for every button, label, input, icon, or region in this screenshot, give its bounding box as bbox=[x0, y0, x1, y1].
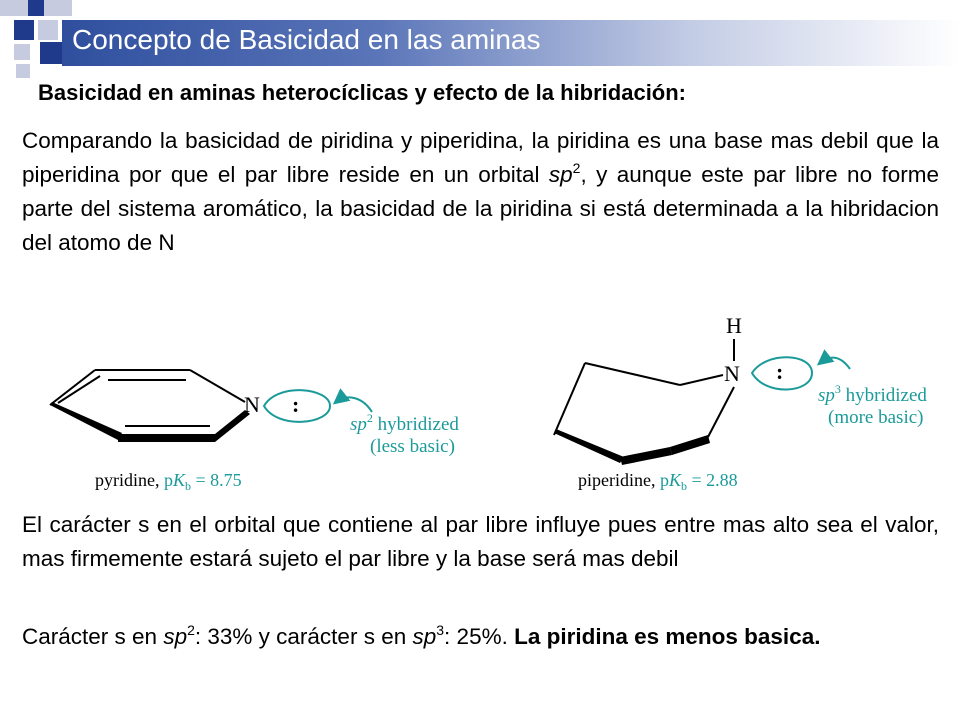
piperidine-n-atom: N bbox=[724, 361, 740, 386]
piperidine-lone-pair: : bbox=[776, 359, 784, 384]
pyridine-caption-sub: b bbox=[185, 479, 192, 493]
piperidine-annotation-sup: 3 bbox=[834, 382, 841, 396]
piperidine-caption-value: = 2.88 bbox=[687, 470, 738, 490]
pyridine-arrow-icon bbox=[336, 397, 372, 412]
para3-sp-a: sp bbox=[163, 624, 188, 649]
piperidine-annotation-rest: hybridized bbox=[840, 385, 927, 406]
piperidine-annotation-line2: (more basic) bbox=[828, 407, 924, 428]
pyridine-annotation-line1 bbox=[350, 411, 459, 435]
decor-square-light-4 bbox=[14, 44, 30, 60]
para3-conclusion: La piridina es menos basica. bbox=[514, 624, 821, 649]
pyridine-caption-value: = 8.75 bbox=[191, 470, 242, 490]
decor-square-light-1 bbox=[0, 0, 28, 16]
piperidine-caption-sub: b bbox=[681, 479, 687, 493]
decor-square-dark-1 bbox=[28, 0, 44, 16]
piperidine-caption bbox=[578, 470, 738, 493]
pyridine-ring bbox=[50, 370, 245, 405]
piperidine-figure bbox=[540, 305, 950, 495]
pyridine-annotation-sup: 2 bbox=[366, 411, 373, 425]
para1-text-a: Comparando la basicidad de piridina y piperidina, la piridina es una base mas debil que la piperidina por que el par libre reside en un orbital bbox=[22, 128, 939, 187]
pyridine-caption bbox=[95, 470, 242, 493]
piperidine-ring bbox=[554, 363, 734, 437]
page-title: Concepto de Basicidad en las aminas bbox=[72, 24, 541, 55]
decor-square-dark-2 bbox=[14, 20, 34, 40]
piperidine-annotation-sp: sp bbox=[818, 385, 835, 406]
pyridine-front-edge-left bbox=[50, 402, 122, 440]
para3-text-1: Carácter s en bbox=[22, 624, 164, 649]
piperidine-arrow-icon bbox=[820, 358, 850, 369]
para1-sp: sp bbox=[548, 162, 573, 187]
decor-square-light-5 bbox=[16, 64, 30, 78]
pyridine-figure bbox=[40, 330, 490, 495]
para3-sup-a: 2 bbox=[187, 622, 195, 638]
para3-text-3: : 25%. bbox=[444, 624, 515, 649]
paragraph-s-character: El carácter s en el orbital que contiene al par libre influye pues entre mas alto sea el valor, mas firmemente estará sujeto el par libre y la base será mas debil bbox=[22, 512, 939, 571]
piperidine-front-edge-right bbox=[670, 435, 710, 455]
pyridine-annotation-line2: (less basic) bbox=[370, 436, 455, 457]
paragraph-conclusion bbox=[22, 620, 939, 654]
decor-square-dark-3 bbox=[40, 42, 62, 64]
section-subtitle: Basicidad en aminas heterocíclicas y efecto de la hibridación: bbox=[38, 80, 687, 105]
decor-square-light-2 bbox=[44, 0, 72, 16]
piperidine-caption-name: piperidine, bbox=[578, 470, 660, 490]
para1-text-b: , y aunque este par libre no forme parte del sistema aromático, la basicidad de la piridina si está determinada a la hibridacion del atomo de N bbox=[22, 162, 939, 255]
para1-sup: 2 bbox=[572, 160, 581, 176]
pyridine-lone-pair: : bbox=[292, 392, 300, 417]
piperidine-annotation-line1 bbox=[818, 382, 927, 406]
piperidine-front-edge-left bbox=[554, 429, 624, 463]
paragraph-intro bbox=[22, 124, 939, 260]
pyridine-caption-k: K bbox=[173, 470, 186, 490]
piperidine-caption-k: K bbox=[668, 470, 681, 490]
piperidine-caption-p: p bbox=[659, 470, 669, 490]
pyridine-caption-p: p bbox=[164, 470, 173, 490]
para3-sp-b: sp bbox=[412, 624, 437, 649]
piperidine-front-edge-mid bbox=[620, 447, 672, 465]
para3-sup-b: 3 bbox=[436, 622, 445, 638]
pyridine-caption-name: pyridine, bbox=[95, 470, 164, 490]
decor-square-light-3 bbox=[38, 20, 58, 40]
para3-text-2: : 33% y carácter s en bbox=[194, 624, 413, 649]
pyridine-annotation-rest: hybridized bbox=[372, 414, 459, 435]
pyridine-front-edge-bottom bbox=[118, 434, 215, 442]
pyridine-annotation-sp: sp bbox=[350, 414, 367, 435]
pyridine-n-atom: N bbox=[244, 392, 260, 417]
piperidine-h-atom: H bbox=[726, 313, 742, 338]
